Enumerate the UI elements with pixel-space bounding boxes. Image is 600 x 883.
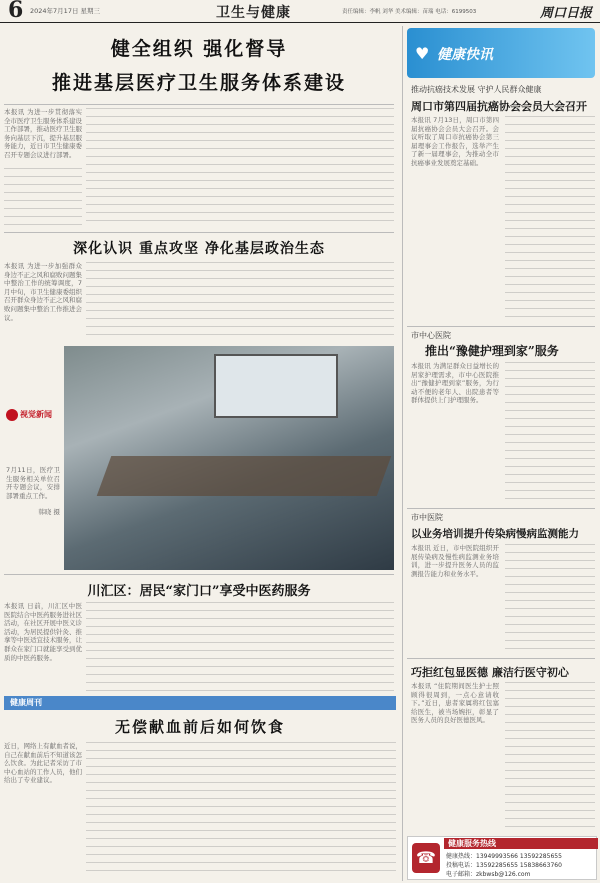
- hotline-line-2: 投稿电话：13592285655 15838663760: [446, 862, 562, 869]
- text-columns: [86, 742, 396, 878]
- masthead-logo: 周口日报: [540, 6, 593, 21]
- news-photo-block: [4, 346, 394, 570]
- right-article-3-headline: 以业务培训提升传染病慢病监测能力: [411, 528, 579, 540]
- hotline-title: 健康服务热线: [444, 838, 598, 849]
- right-article-3-kicker: 市中医院: [411, 513, 443, 522]
- editor-credits: 责任编辑：李帆 刘华 美术编辑：苗瑞 电话：6199503: [342, 9, 477, 15]
- main-headline-block: [4, 30, 394, 100]
- photo-credit: 韩晓 摄: [38, 508, 60, 517]
- photo-caption-text: 7月11日，医疗卫生服务相关单位召开专题会议，安排部署重点工作。: [6, 466, 60, 500]
- health-news-banner: [407, 28, 595, 78]
- divider: [407, 326, 595, 327]
- article-3-headline: 川汇区：居民“家门口”享受中医药服务: [87, 584, 311, 599]
- text-columns: [86, 602, 394, 692]
- divider: [4, 104, 394, 105]
- text-columns: [86, 108, 394, 228]
- main-headline-1: 健全组织 强化督导: [110, 38, 288, 60]
- hotline-line-1: 健康热线：13949993566 13592285655: [446, 853, 562, 860]
- bottom-banner-label: 健康周刊: [10, 698, 42, 707]
- article-2-headline: 深化认识 重点攻坚 净化基层政治生态: [73, 241, 325, 257]
- main-headline-2: 推进基层医疗卫生服务体系建设: [51, 72, 346, 94]
- divider: [4, 574, 394, 575]
- right-article-3-lead: 本报讯 近日，市中医院组织开展传染病及慢性病监测业务培训，进一步提升医务人员的监测报告能力和业务水平。: [411, 544, 499, 578]
- text-column-left: [4, 168, 82, 228]
- right-article-4-lead: 本报讯 “住院期间医生护士照顾得很周到，一点心意请收下。”近日，患者家属将红包塞给医生，被当场婉拒，彰显了医务人员的良好医德医风。: [411, 682, 499, 725]
- article-2-lead: 本报讯 为进一步加强群众身边不正之风和腐败问题集中整治工作的统筹调度，7月中旬，市卫生健康委组织召开群众身边不正之风和腐败问题集中整治工作推进会议。: [4, 262, 82, 322]
- text-columns: [86, 262, 394, 342]
- bottom-banner: [4, 696, 396, 710]
- main-article-body: [4, 108, 394, 228]
- presentation-screen: [214, 354, 338, 418]
- right-article-1-headline: 周口市第四届抗癌协会会员大会召开: [411, 100, 587, 113]
- main-article-lead: 本报讯 为进一步贯彻落实全市医疗卫生服务体系建设工作部署，推动医疗卫生服务向基层下沉，提升基层服务能力，近日市卫生健康委召开专题会议进行部署。: [4, 108, 82, 159]
- phone-icon: ☎: [412, 843, 440, 873]
- right-article-4-headline: 巧拒红包显医德 廉洁行医守初心: [411, 666, 569, 679]
- video-news-badge: [6, 406, 62, 424]
- hotline-box: [407, 836, 597, 880]
- text-columns: [505, 544, 595, 654]
- text-columns: [505, 362, 595, 502]
- section-title: 卫生与健康: [216, 5, 291, 21]
- page-number: 6: [8, 0, 24, 23]
- video-icon: [6, 409, 18, 421]
- photo-caption: [6, 466, 60, 566]
- right-article-2-headline: 推出“豫健护理到家”服务: [425, 344, 559, 358]
- right-column: [402, 26, 597, 881]
- video-news-label: 视觉新闻: [20, 410, 52, 419]
- divider: [407, 658, 595, 659]
- meeting-photo: [64, 346, 394, 570]
- hotline-line-3: 电子邮箱：zkbwsb@126.com: [446, 871, 531, 878]
- divider: [407, 508, 595, 509]
- issue-date: 2024年7月17日 星期三: [30, 7, 101, 15]
- page-header: [0, 0, 600, 23]
- text-columns: [505, 682, 595, 832]
- article-3-body: [4, 602, 394, 692]
- conference-table: [97, 456, 392, 496]
- bottom-article-lead: 近日，网络上有献血者说，自己在献血前后不知道该怎么饮食。为此记者采访了市中心血站的工作人员，他们给出了专业建议。: [4, 742, 82, 785]
- article-3-lead: 本报讯 日前，川汇区中医医院结合中医药服务进社区活动，在社区开展中医义诊活动，为居民提供针灸、推拿等中医适宜技术服务，让群众在家门口就能享受到优质的中医药服务。: [4, 602, 82, 662]
- right-article-2-kicker: 市中心医院: [411, 331, 451, 340]
- heart-icon: ♥: [415, 44, 430, 63]
- article-2-body: [4, 262, 394, 342]
- right-article-3-body: [411, 544, 595, 654]
- right-article-2-body: [411, 362, 595, 502]
- bottom-headline: 无偿献血前后如何饮食: [114, 718, 285, 736]
- right-article-1-lead: 本报讯 7月13日，周口市第四届抗癌协会会员大会召开。会议听取了周口市抗癌协会第三届理事会工作报告，选举产生了新一届理事会，为推动全市抗癌事业发展奠定基础。: [411, 116, 499, 167]
- right-article-1-body: [411, 116, 595, 322]
- right-subhead: 推动抗癌技术发展 守护人民群众健康: [411, 85, 542, 94]
- text-columns: [505, 116, 595, 322]
- health-news-label: 健康快讯: [437, 47, 493, 63]
- right-article-4-body: [411, 682, 595, 832]
- bottom-article-body: [4, 742, 396, 878]
- divider: [4, 232, 394, 233]
- right-article-2-lead: 本报讯 为满足群众日益增长的居家护理需求，市中心医院推出“豫健护理到家”服务，为行动不便的老年人、出院患者等群体提供上门护理服务。: [411, 362, 499, 405]
